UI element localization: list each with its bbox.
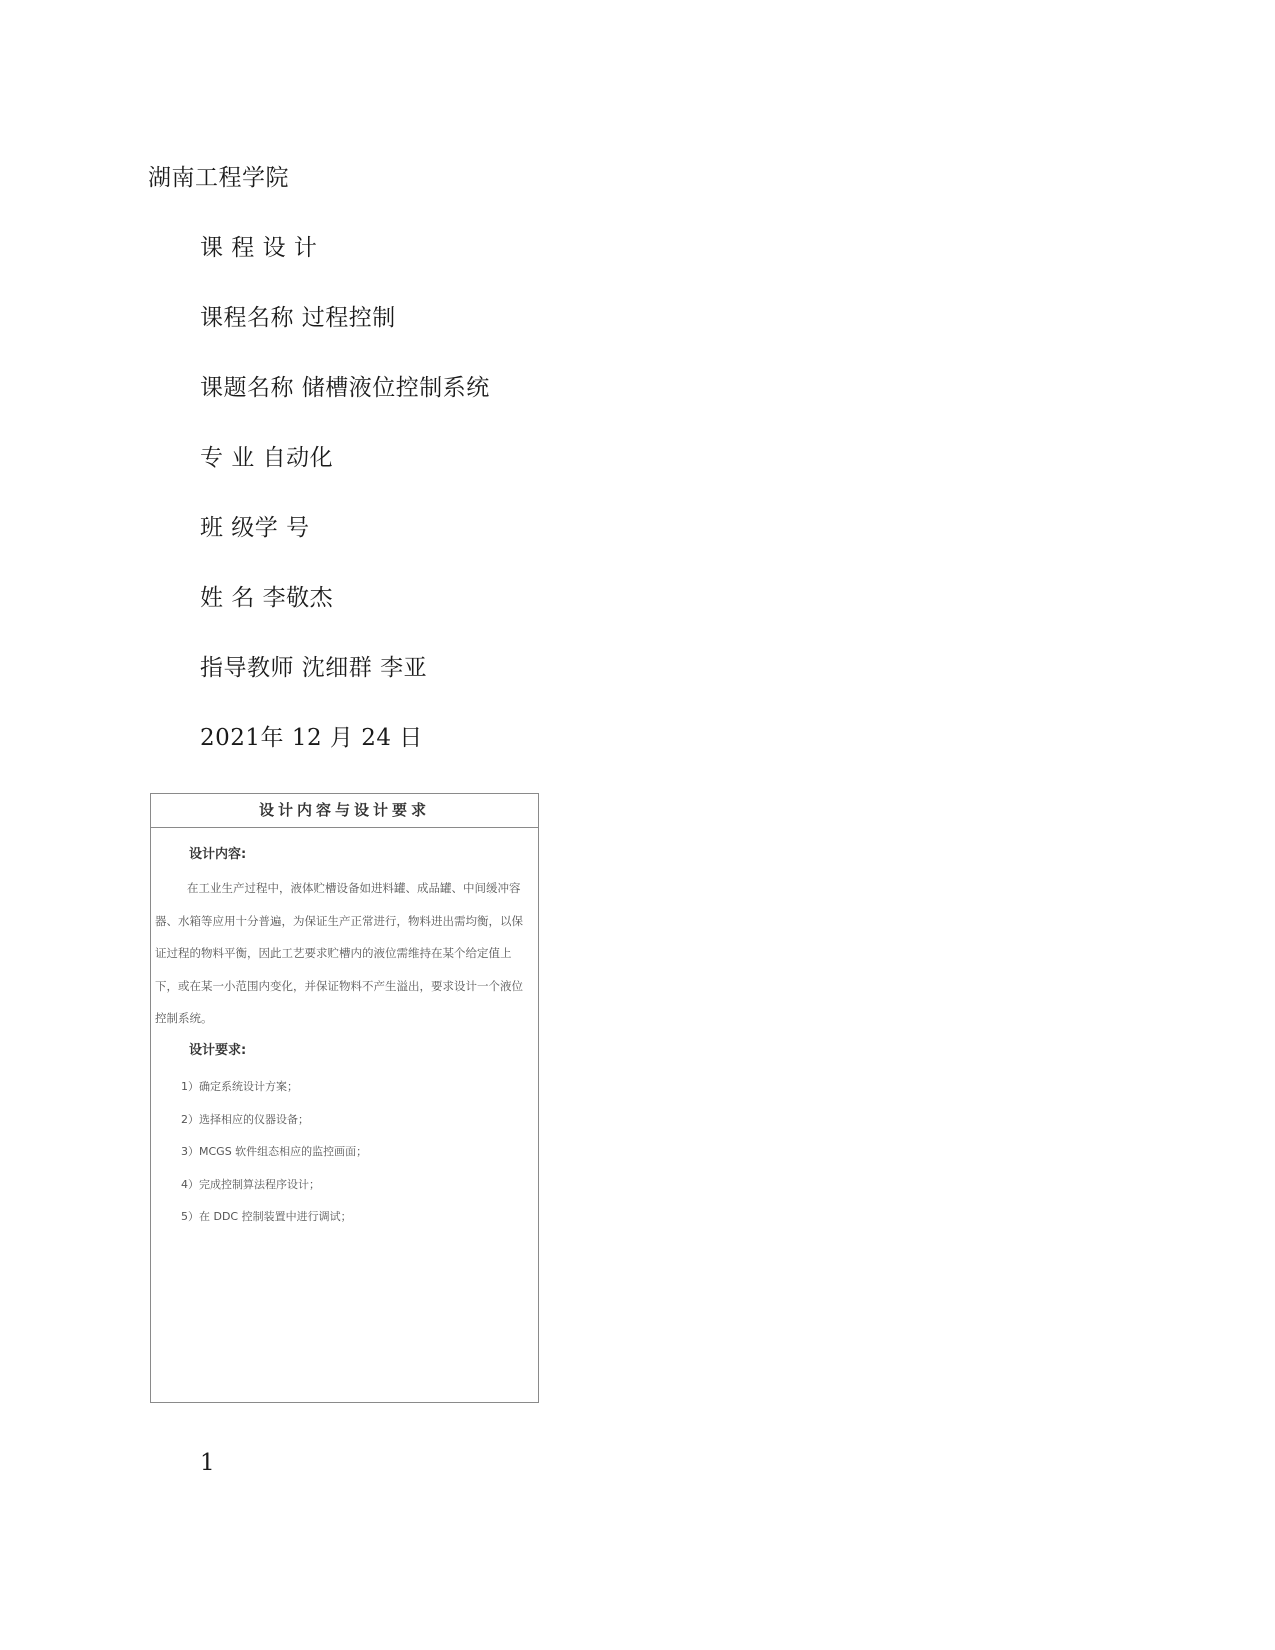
list-item: 1）确定系统设计方案； <box>181 1080 298 1093</box>
list-item: 3）MCGS 软件组态相应的监控画面； <box>181 1145 368 1158</box>
list-item: 4）完成控制算法程序设计； <box>181 1177 320 1191</box>
major: 专 业 自动化 <box>200 445 334 471</box>
design-content-title: 设计内容: <box>189 847 247 862</box>
list-item: 2）选择相应的仪器设备； <box>181 1112 309 1126</box>
design-requirements-box <box>150 793 539 1403</box>
class-student-id: 班 级学 号 <box>200 515 310 541</box>
topic-name: 课题名称 储槽液位控制系统 <box>200 375 490 401</box>
design-content-text: 在工业生产过程中，液体贮槽设备如进料罐、成品罐、中间缓冲容器、水箱等应用十分普遍，为保证生产正常进行，物料进出需均衡，以保证过程的物料平衡，因此工艺要求贮槽内的液位需维持在某个给定值上下，或在某一小范围内变化，并保证物料不产生溢出，要求设计一个液位控制系统。 <box>155 881 523 1025</box>
page-number: 1 <box>200 1450 215 1476</box>
requirements-list <box>181 1071 367 1234</box>
date: 2021年 12 月 24 日 <box>200 725 423 751</box>
course-name: 课程名称 过程控制 <box>200 305 396 331</box>
requirements-box-header: 设计内容与设计要求 <box>151 794 538 828</box>
advisors: 指导教师 沈细群 李亚 <box>200 655 428 681</box>
design-requirements-title: 设计要求: <box>189 1043 247 1058</box>
list-item: 5）在 DDC 控制装置中进行调试； <box>181 1210 352 1223</box>
school-name: 湖南工程学院 <box>148 165 289 191</box>
student-name: 姓 名 李敬杰 <box>200 585 334 611</box>
document-type: 课 程 设 计 <box>200 235 318 261</box>
design-content-paragraph <box>155 872 533 1035</box>
